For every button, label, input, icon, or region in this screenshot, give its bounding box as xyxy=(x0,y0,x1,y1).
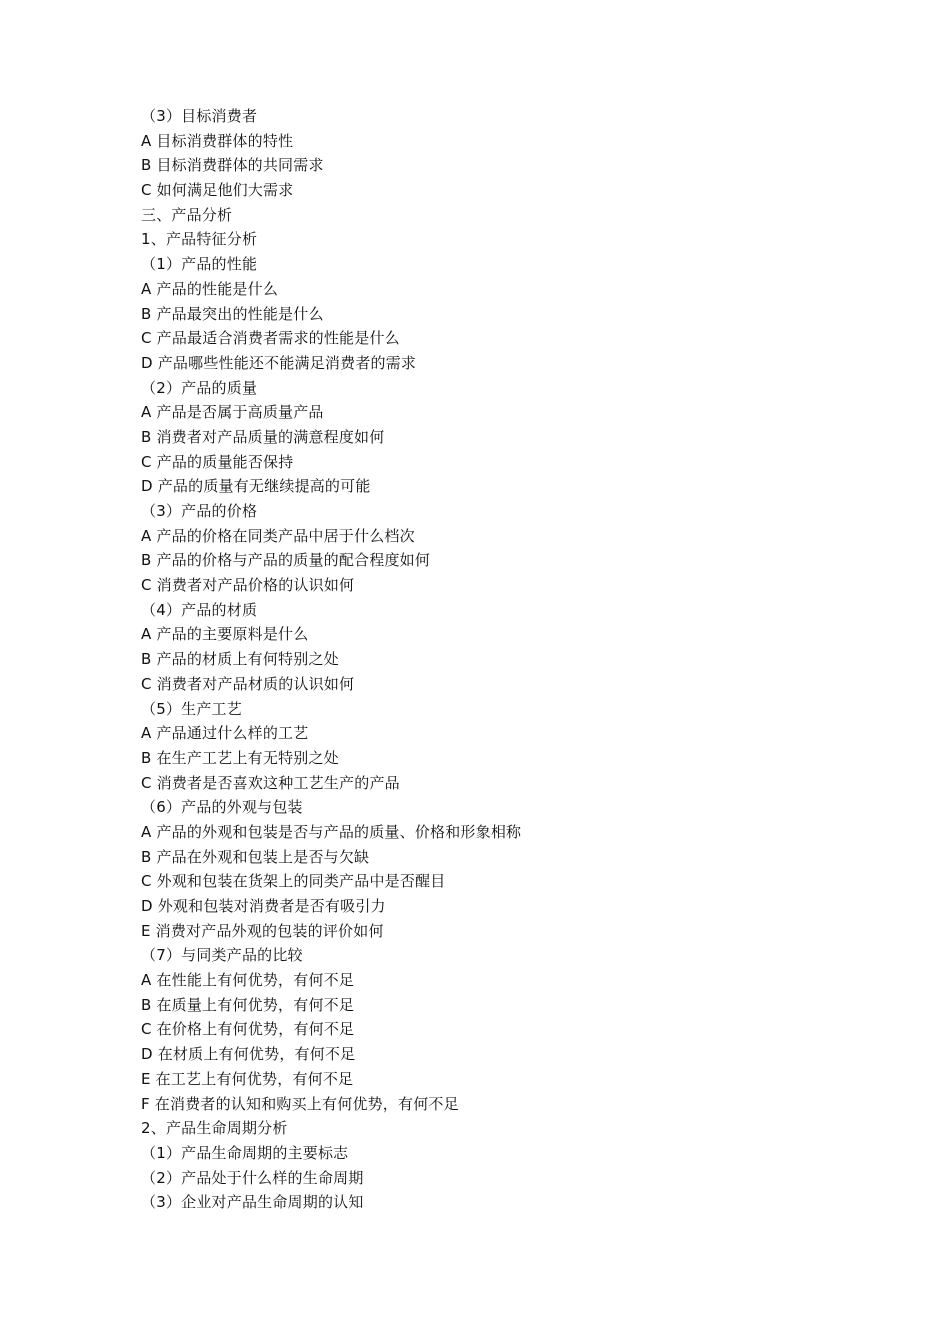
list-item: C 产品最适合消费者需求的性能是什么 xyxy=(141,329,400,348)
list-item: B 产品的价格与产品的质量的配合程度如何 xyxy=(141,551,431,570)
subsection-heading: （2）产品处于什么样的生命周期 xyxy=(141,1168,364,1187)
chapter-heading: 1、产品特征分析 xyxy=(141,230,258,249)
subsection-heading: （3）企业对产品生命周期的认知 xyxy=(141,1193,364,1212)
list-item: B 产品的材质上有何特别之处 xyxy=(141,650,339,669)
subsection-heading: （1）产品生命周期的主要标志 xyxy=(141,1143,349,1162)
list-item: D 产品的质量有无继续提高的可能 xyxy=(141,477,371,496)
document-body xyxy=(141,104,901,1215)
list-item: D 产品哪些性能还不能满足消费者的需求 xyxy=(141,353,417,372)
list-item: F 在消费者的认知和购买上有何优势，有何不足 xyxy=(141,1094,459,1113)
subsection-heading: （2）产品的质量 xyxy=(141,378,258,397)
list-item: C 产品的质量能否保持 xyxy=(141,452,294,471)
list-item: B 在生产工艺上有无特别之处 xyxy=(141,748,339,767)
list-item: A 产品是否属于高质量产品 xyxy=(141,403,324,422)
chapter-heading: 2、产品生命周期分析 xyxy=(141,1119,288,1138)
list-item: C 如何满足他们大需求 xyxy=(141,181,294,200)
list-item: C 消费者对产品价格的认识如何 xyxy=(141,576,355,595)
subsection-heading: （6）产品的外观与包装 xyxy=(141,798,303,817)
section-heading: 三、产品分析 xyxy=(141,205,233,224)
list-item: A 产品的外观和包装是否与产品的质量、价格和形象相称 xyxy=(141,822,522,841)
list-item: D 外观和包装对消费者是否有吸引力 xyxy=(141,897,386,915)
list-item: A 在性能上有何优势，有何不足 xyxy=(141,971,355,990)
subsection-heading: （1）产品的性能 xyxy=(141,255,258,274)
subsection-heading: （4）产品的材质 xyxy=(141,600,258,619)
list-item: B 在质量上有何优势，有何不足 xyxy=(141,995,355,1014)
subsection-heading: （5）生产工艺 xyxy=(141,699,242,718)
list-item: B 产品在外观和包装上是否与欠缺 xyxy=(141,847,370,866)
list-item: E 在工艺上有何优势，有何不足 xyxy=(141,1069,354,1088)
subsection-heading: （7）与同类产品的比较 xyxy=(141,946,303,965)
list-item: C 消费者是否喜欢这种工艺生产的产品 xyxy=(141,773,400,792)
list-item: E 消费对产品外观的包装的评价如何 xyxy=(141,921,384,940)
list-item: A 产品的主要原料是什么 xyxy=(141,625,309,644)
list-item: D 在材质上有何优势，有何不足 xyxy=(141,1045,356,1064)
subsection-heading: （3）产品的价格 xyxy=(141,502,258,520)
list-item: A 产品的性能是什么 xyxy=(141,279,279,298)
list-item: B 产品最突出的性能是什么 xyxy=(141,304,324,323)
list-item: A 目标消费群体的特性 xyxy=(141,131,294,150)
list-item: C 在价格上有何优势，有何不足 xyxy=(141,1020,355,1039)
list-item: A 产品的价格在同类产品中居于什么档次 xyxy=(141,526,415,545)
list-item: B 消费者对产品质量的满意程度如何 xyxy=(141,427,385,446)
list-item: C 外观和包装在货架上的同类产品中是否醒目 xyxy=(141,872,446,891)
subsection-heading: （3）目标消费者 xyxy=(141,107,258,125)
list-item: C 消费者对产品材质的认识如何 xyxy=(141,674,355,693)
list-item: B 目标消费群体的共同需求 xyxy=(141,156,324,175)
list-item: A 产品通过什么样的工艺 xyxy=(141,724,309,743)
